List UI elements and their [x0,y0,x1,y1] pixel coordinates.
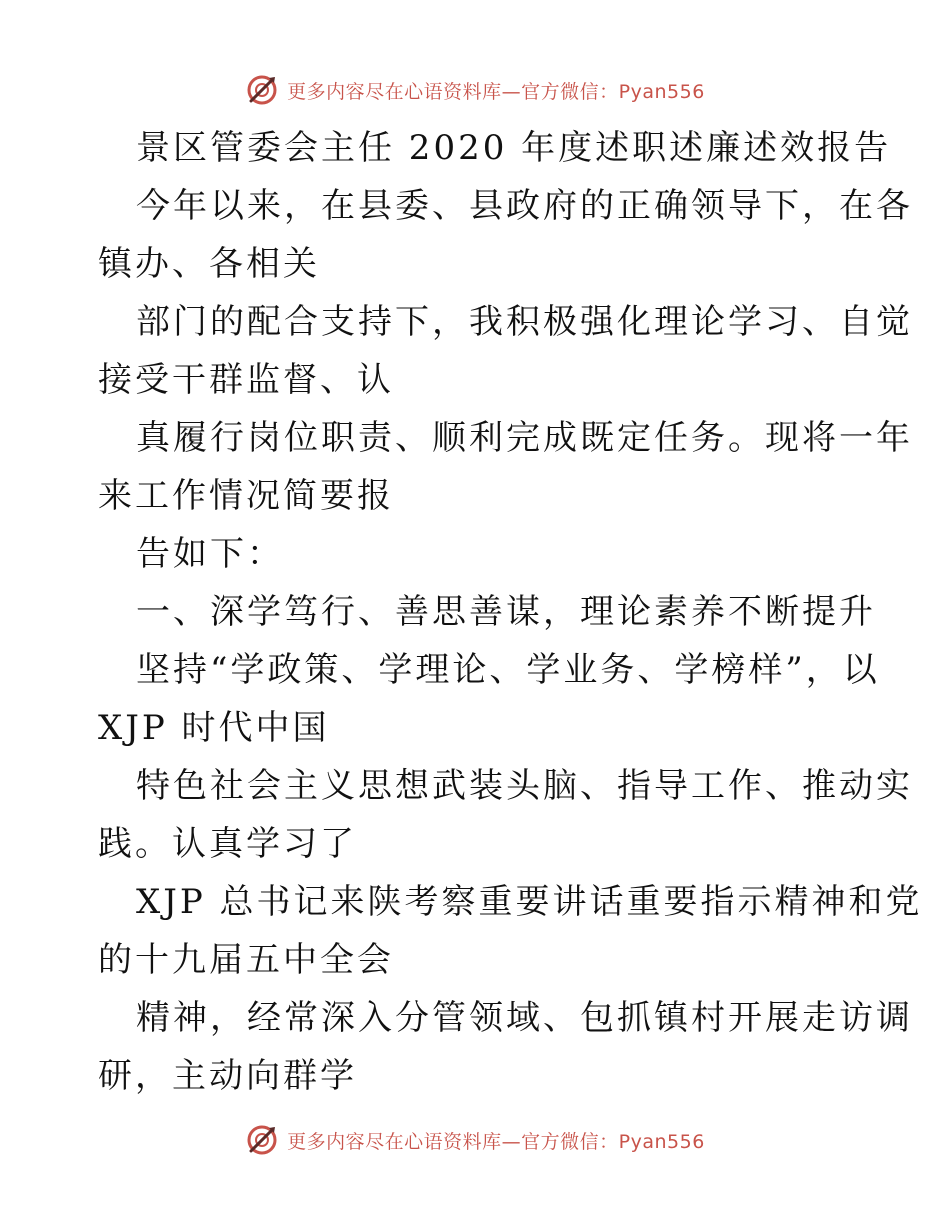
paragraph-line: 镇办、各相关 [98,244,320,284]
paragraph-line: 坚持“学政策、学理论、学业务、学榜样”，以 [136,650,880,690]
footer-watermark-banner [0,1120,950,1160]
paragraph-line: 真履行岗位职责、顺利完成既定任务。现将一年 [136,418,913,458]
paragraph-line: 特色社会主义思想武装头脑、指导工作、推动实 [136,766,913,806]
paragraph-line: 今年以来，在县委、县政府的正确领导下，在各 [136,186,913,226]
paragraph-line: 接受干群监督、认 [98,360,394,400]
paragraph-line: 部门的配合支持下，我积极强化理论学习、自觉 [136,302,913,342]
paragraph-line: 精神，经常深入分管领域、包抓镇村开展走访调 [136,998,913,1038]
section-heading: 一、深学笃行、善思善谋，理论素养不断提升 [136,592,876,632]
brand-logo-icon [245,1123,279,1157]
paragraph-line: XJP 总书记来陕考察重要讲话重要指示精神和党 [136,882,923,922]
paragraph-line: 研，主动向群学 [98,1056,357,1096]
paragraph-line: XJP 时代中国 [98,708,330,748]
paragraph-line: 践。认真学习了 [98,824,357,864]
footer-watermark-text: 更多内容尽在心语资料库—官方微信：Pyan556 [287,1130,705,1153]
header-watermark-text: 更多内容尽在心语资料库—官方微信：Pyan556 [287,80,705,103]
document-title: 景区管委会主任 2020 年度述职述廉述效报告 [136,128,892,168]
paragraph-line: 告如下： [136,534,284,574]
paragraph-line: 来工作情况简要报 [98,476,394,516]
paragraph-line: 的十九届五中全会 [98,940,394,980]
